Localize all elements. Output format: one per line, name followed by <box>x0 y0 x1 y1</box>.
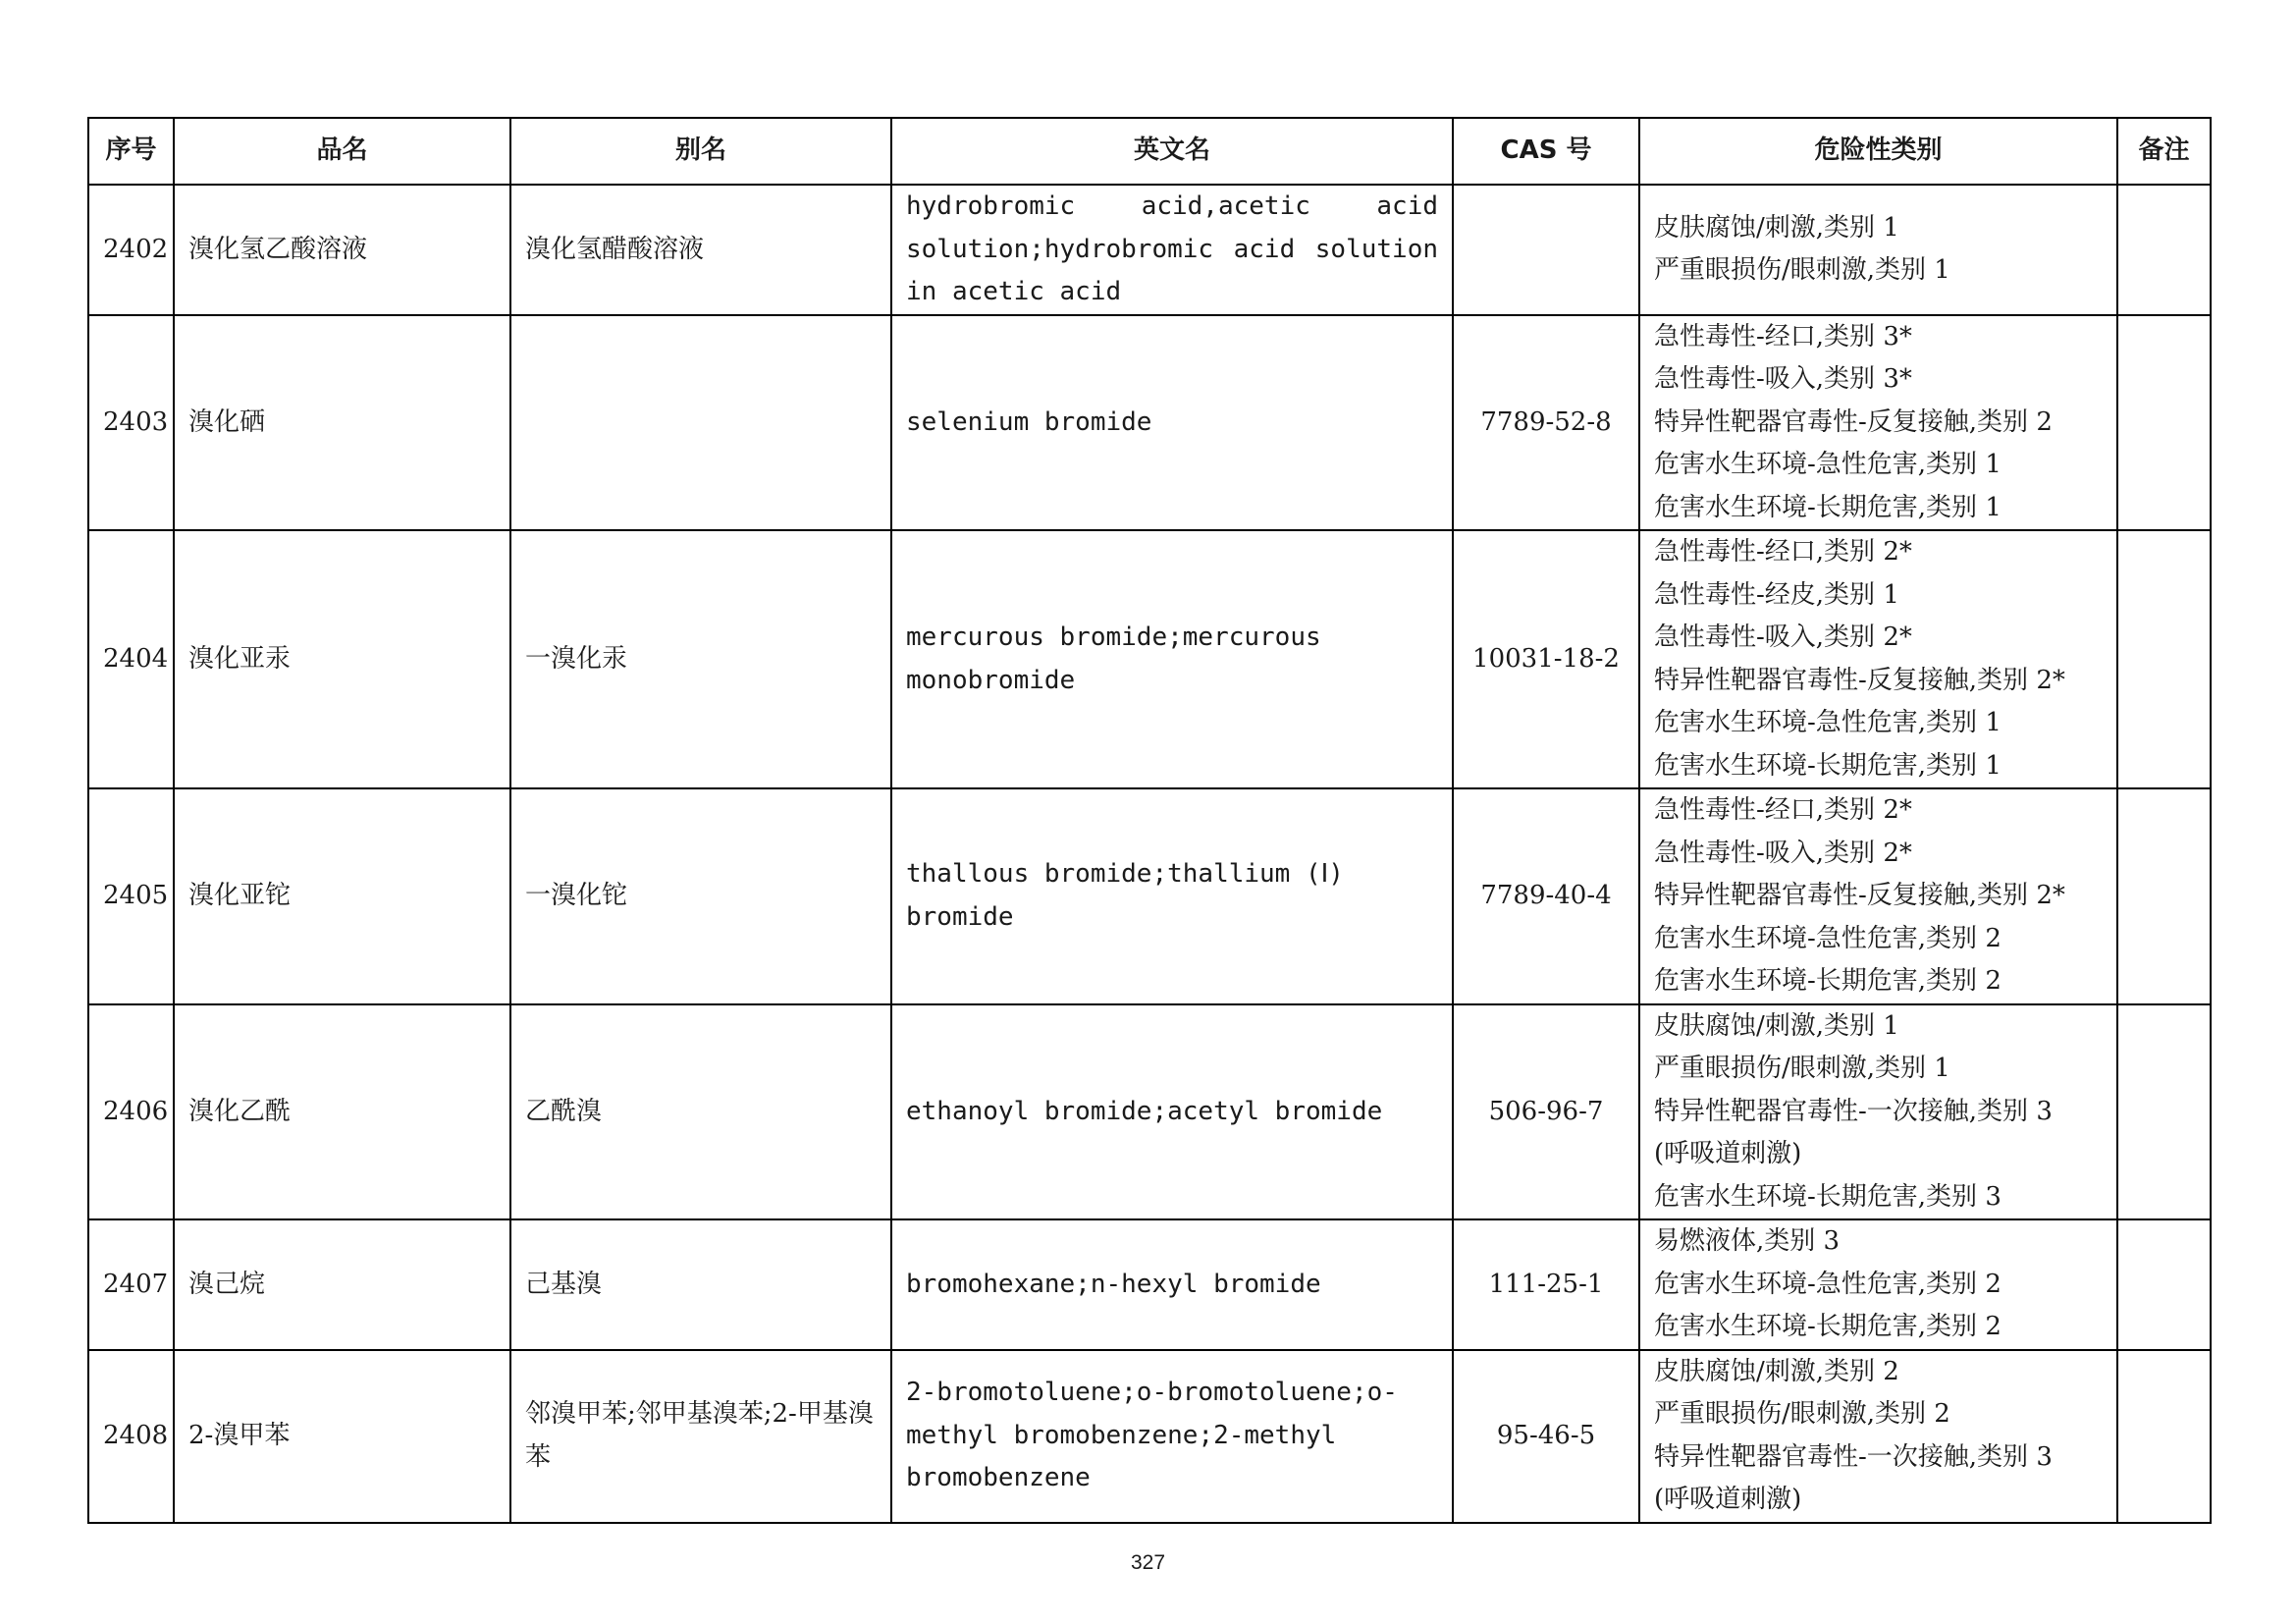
cell-remarks <box>2117 1219 2211 1350</box>
hazard-line: 特异性靶器官毒性-反复接触,类别 2* <box>1654 881 2065 910</box>
header-english-name: 英文名 <box>891 118 1453 185</box>
hazard-line: 急性毒性-吸入,类别 2* <box>1654 623 1912 652</box>
cell-name: 溴化氢乙酸溶液 <box>174 185 510 315</box>
hazard-line: 危害水生环境-长期危害,类别 2 <box>1654 1312 2002 1341</box>
cell-hazard <box>1639 1219 2117 1350</box>
cell-seq: 2407 <box>88 1219 174 1350</box>
cell-name: 溴己烷 <box>174 1219 510 1350</box>
cell-name: 2-溴甲苯 <box>174 1350 510 1523</box>
page-number: 327 <box>1130 1551 1166 1574</box>
cell-english-name: mercurous bromide;mercurous monobromide <box>891 530 1453 788</box>
header-remarks: 备注 <box>2117 118 2211 185</box>
cell-english-name: 2-bromotoluene;o-bromotoluene;o-methyl bromobenzene;2-methyl bromobenzene <box>891 1350 1453 1523</box>
hazard-line: 特异性靶器官毒性-一次接触,类别 3 <box>1654 1096 2053 1126</box>
hazard-line: 急性毒性-经口,类别 2* <box>1654 537 1912 567</box>
table-row <box>88 530 2211 788</box>
cell-remarks <box>2117 530 2211 788</box>
cell-seq: 2406 <box>88 1004 174 1220</box>
cell-seq: 2404 <box>88 530 174 788</box>
header-name: 品名 <box>174 118 510 185</box>
cell-alias: 一溴化汞 <box>510 530 891 788</box>
hazard-line: 皮肤腐蚀/刺激,类别 2 <box>1654 1356 1899 1386</box>
cell-alias: 乙酰溴 <box>510 1004 891 1220</box>
hazard-line: 危害水生环境-长期危害,类别 2 <box>1654 966 2002 996</box>
cell-name: 溴化硒 <box>174 315 510 531</box>
hazard-line: 危害水生环境-急性危害,类别 2 <box>1654 1269 2002 1299</box>
hazard-line: 危害水生环境-急性危害,类别 1 <box>1654 708 2002 737</box>
hazard-line: (呼吸道刺激) <box>1654 1485 1802 1514</box>
cell-cas: 111-25-1 <box>1453 1219 1639 1350</box>
cell-cas: 506-96-7 <box>1453 1004 1639 1220</box>
cell-cas: 95-46-5 <box>1453 1350 1639 1523</box>
hazard-line: 危害水生环境-长期危害,类别 1 <box>1654 750 2002 781</box>
hazard-line: 急性毒性-经皮,类别 1 <box>1654 579 1899 610</box>
cell-name: 溴化亚铊 <box>174 788 510 1004</box>
cell-cas: 7789-52-8 <box>1453 315 1639 531</box>
header-alias: 别名 <box>510 118 891 185</box>
hazard-line: (呼吸道刺激) <box>1654 1139 1802 1168</box>
header-hazard: 危险性类别 <box>1639 118 2117 185</box>
hazard-line: 严重眼损伤/眼刺激,类别 1 <box>1654 1054 1950 1083</box>
cell-alias: 一溴化铊 <box>510 788 891 1004</box>
cell-hazard <box>1639 530 2117 788</box>
hazard-line: 特异性靶器官毒性-反复接触,类别 2* <box>1654 665 2065 695</box>
cell-seq: 2403 <box>88 315 174 531</box>
hazard-line: 皮肤腐蚀/刺激,类别 1 <box>1654 1010 1899 1041</box>
cell-cas: 10031-18-2 <box>1453 530 1639 788</box>
cell-seq: 2408 <box>88 1350 174 1523</box>
table-row <box>88 1350 2211 1523</box>
cell-alias: 溴化氢醋酸溶液 <box>510 185 891 315</box>
cell-remarks <box>2117 315 2211 531</box>
table-header-row <box>88 118 2211 185</box>
hazard-line: 急性毒性-吸入,类别 3* <box>1654 364 1912 394</box>
header-cas: CAS 号 <box>1453 118 1639 185</box>
cell-alias: 己基溴 <box>510 1219 891 1350</box>
hazard-line: 急性毒性-经口,类别 2* <box>1654 795 1912 825</box>
hazard-line: 易燃液体,类别 3 <box>1654 1226 1841 1256</box>
hazard-line: 特异性靶器官毒性-反复接触,类别 2 <box>1654 406 2053 437</box>
table-row <box>88 185 2211 315</box>
cell-seq: 2405 <box>88 788 174 1004</box>
cell-hazard <box>1639 1350 2117 1523</box>
hazard-line: 危害水生环境-长期危害,类别 1 <box>1654 492 2002 522</box>
hazardous-chemicals-table <box>87 117 2212 1524</box>
cell-hazard <box>1639 1004 2117 1220</box>
cell-alias: 邻溴甲苯;邻甲基溴苯;2-甲基溴苯 <box>510 1350 891 1523</box>
table-row <box>88 1004 2211 1220</box>
table-row <box>88 315 2211 531</box>
cell-english-name: ethanoyl bromide;acetyl bromide <box>891 1004 1453 1220</box>
cell-alias <box>510 315 891 531</box>
hazard-line: 危害水生环境-急性危害,类别 2 <box>1654 923 2002 953</box>
cell-english-name: bromohexane;n-hexyl bromide <box>891 1219 1453 1350</box>
cell-hazard <box>1639 185 2117 315</box>
cell-seq: 2402 <box>88 185 174 315</box>
cell-english-name: hydrobromic acid,acetic acid solution;hydrobromic acid solution in acetic acid <box>891 185 1453 315</box>
hazard-line: 危害水生环境-长期危害,类别 3 <box>1654 1181 2002 1212</box>
hazard-line: 严重眼损伤/眼刺激,类别 1 <box>1654 255 1950 286</box>
hazard-line: 特异性靶器官毒性-一次接触,类别 3 <box>1654 1441 2053 1472</box>
hazard-line: 危害水生环境-急性危害,类别 1 <box>1654 450 2002 479</box>
hazard-line: 急性毒性-吸入,类别 2* <box>1654 838 1912 868</box>
cell-cas <box>1453 185 1639 315</box>
cell-hazard <box>1639 315 2117 531</box>
table-row <box>88 1219 2211 1350</box>
cell-english-name: selenium bromide <box>891 315 1453 531</box>
hazard-line: 急性毒性-经口,类别 3* <box>1654 321 1912 352</box>
cell-english-name: thallous bromide;thallium (Ⅰ) bromide <box>891 788 1453 1004</box>
cell-name: 溴化亚汞 <box>174 530 510 788</box>
hazard-line: 皮肤腐蚀/刺激,类别 1 <box>1654 212 1899 243</box>
cell-cas: 7789-40-4 <box>1453 788 1639 1004</box>
cell-remarks <box>2117 788 2211 1004</box>
table-row <box>88 788 2211 1004</box>
hazard-line: 严重眼损伤/眼刺激,类别 2 <box>1654 1399 1950 1429</box>
cell-name: 溴化乙酰 <box>174 1004 510 1220</box>
cell-remarks <box>2117 1004 2211 1220</box>
cell-remarks <box>2117 185 2211 315</box>
cell-hazard <box>1639 788 2117 1004</box>
header-seq: 序号 <box>88 118 174 185</box>
cell-remarks <box>2117 1350 2211 1523</box>
